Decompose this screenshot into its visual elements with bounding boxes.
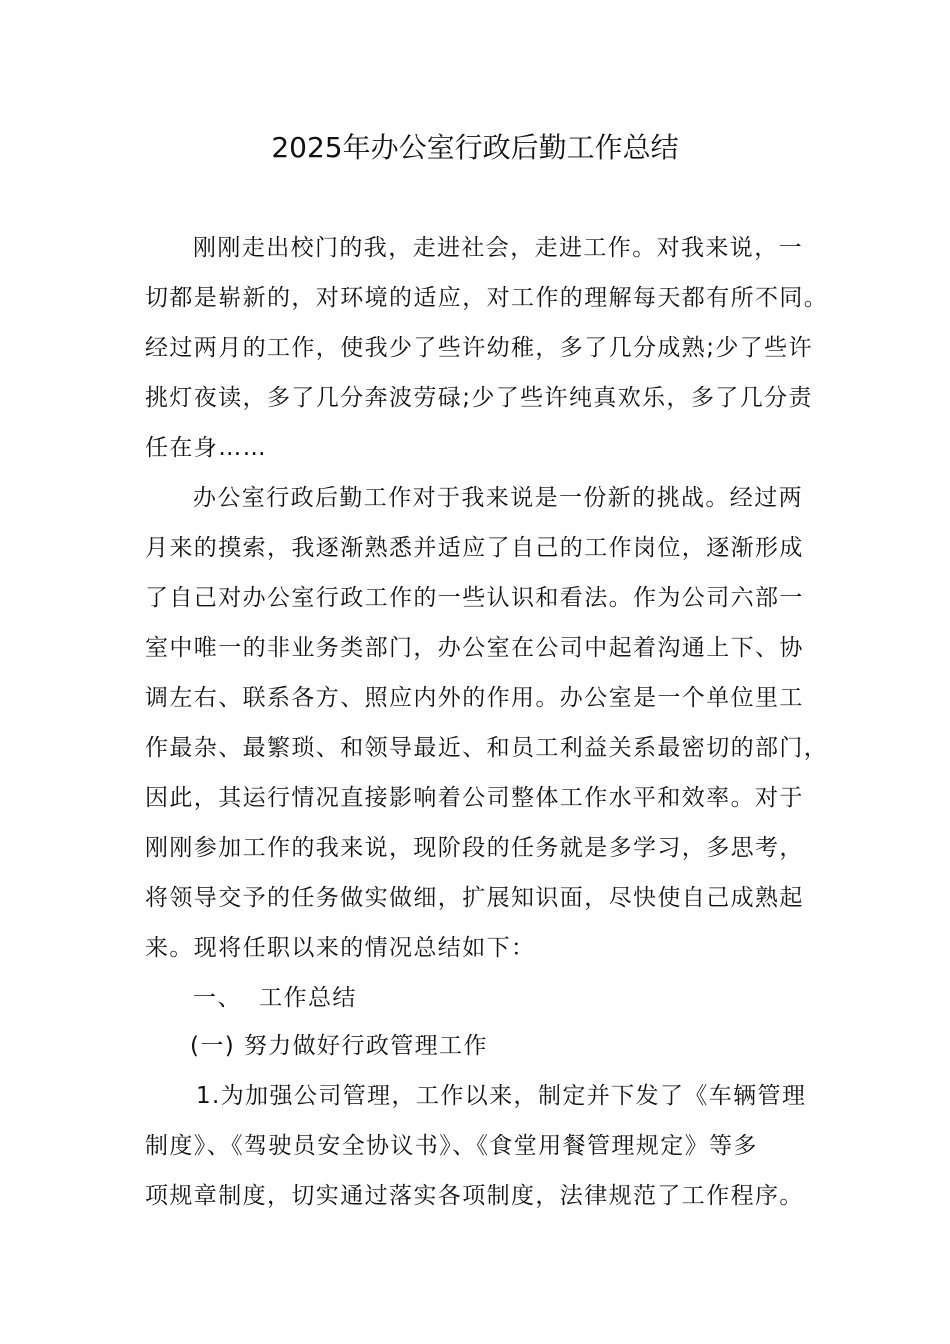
paragraph-line: 经过两月的工作，使我少了些许幼稚，多了几分成熟;少了些许 [145,335,813,361]
paragraph-line: 挑灯夜读，多了几分奔波劳碌;少了些许纯真欢乐，多了几分责 [145,385,813,411]
paragraph-line: 任在身…… [145,435,267,461]
paragraph-line: 了自己对办公室行政工作的一些认识和看法。作为公司六部一 [145,585,804,611]
paragraph-line: 刚刚参加工作的我来说，现阶段的任务就是多学习，多思考， [145,835,804,861]
paragraph-line: 制度》、《驾驶员安全协议书》、《食堂用餐管理规定》等多 [145,1133,758,1159]
paragraph-line: 作最杂、最繁琐、和领导最近、和员工利益关系最密切的部门， [145,735,829,761]
section-heading: 一、 工作总结 [193,985,357,1011]
paragraph-line: 刚刚走出校门的我，走进社会，走进工作。对我来说，一 [193,235,803,261]
paragraph-line: 月来的摸索，我逐渐熟悉并适应了自己的工作岗位，逐渐形成 [145,535,804,561]
paragraph-line: 来。现将任职以来的情况总结如下： [145,935,536,961]
paragraph-line: 切都是崭新的，对环境的适应，对工作的理解每天都有所不同。 [145,285,829,311]
paragraph-line: 调左右、联系各方、照应内外的作用。办公室是一个单位里工 [145,685,804,711]
paragraph-line: 1.为加强公司管理，工作以来，制定并下发了《车辆管理 [196,1083,807,1109]
paragraph-line: 办公室行政后勤工作对于我来说是一份新的挑战。经过两 [193,485,803,511]
document-title: 2025年办公室行政后勤工作总结 [271,131,679,164]
paragraph-line: 项规章制度，切实通过落实各项制度，法律规范了工作程序。 [145,1183,804,1209]
subsection-heading: (一) 努力做好行政管理工作 [190,1033,488,1059]
paragraph-line: 室中唯一的非业务类部门，办公室在公司中起着沟通上下、协 [145,635,804,661]
paragraph-line: 将领导交予的任务做实做细，扩展知识面，尽快使自己成熟起 [145,885,804,911]
paragraph-line: 因此，其运行情况直接影响着公司整体工作水平和效率。对于 [145,785,804,811]
